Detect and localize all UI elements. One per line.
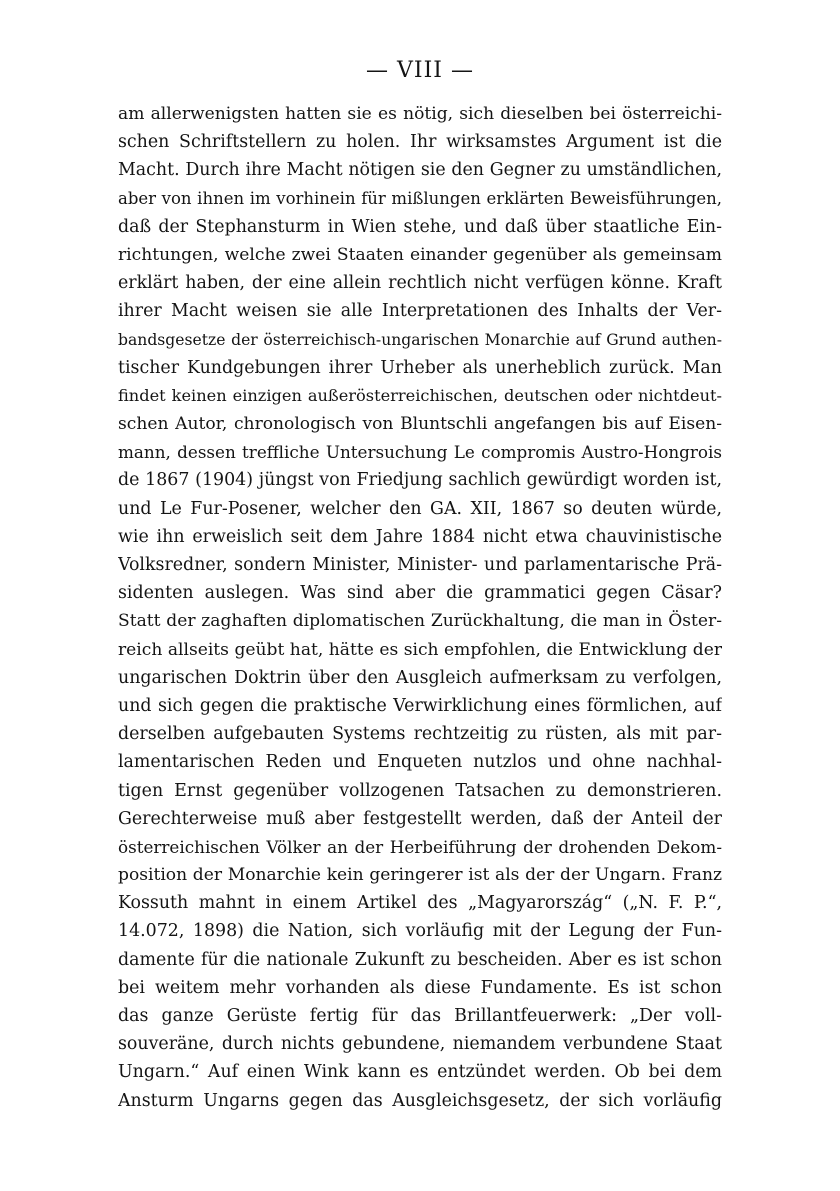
text-line: Ansturm Ungarns gegen das Ausgleichsgesetz, der sich vorläufig: [118, 1090, 722, 1111]
text-line: Gerechterweise muß aber festgestellt werden, daß der Anteil der: [118, 808, 722, 829]
text-line: Statt der zaghaften diplomatischen Zurückhaltung, die man in Öster-: [118, 611, 722, 632]
text-line: schen Autor, chronologisch von Bluntschli angefangen bis auf Eisen-: [118, 414, 722, 435]
text-line: lamentarischen Reden und Enqueten nutzlos und ohne nachhal-: [118, 752, 722, 773]
text-line: findet keinen einzigen außerösterreichischen, deutschen oder nichtdeut-: [118, 385, 722, 405]
text-line: reich allseits geübt hat, hätte es sich empfohlen, die Entwicklung der: [118, 639, 722, 660]
text-line: position der Monarchie kein geringerer ist als der der Ungarn. Franz: [118, 865, 722, 886]
text-line: ihrer Macht weisen sie alle Interpretationen des Inhalts der Ver-: [118, 301, 722, 322]
text-line: und Le Fur-Posener, welcher den GA. XII, 1867 so deuten würde,: [118, 498, 722, 519]
text-line: souveräne, durch nichts gebundene, niemandem verbundene Staat: [118, 1034, 722, 1055]
text-line: Ungarn.“ Auf einen Wink kann es entzündet werden. Ob bei dem: [118, 1062, 722, 1083]
text-line: damente für die nationale Zukunft zu bescheiden. Aber es ist schon: [118, 949, 722, 970]
text-line: bandsgesetze der österreichisch-ungarischen Monarchie auf Grund authen-: [118, 330, 722, 349]
text-line: erklärt haben, der eine allein rechtlich nicht verfügen könne. Kraft: [118, 273, 722, 294]
text-line: das ganze Gerüste fertig für das Brillantfeuerwerk: „Der voll-: [118, 1006, 722, 1026]
body-text: [118, 100, 722, 1115]
text-line: daß der Stephansturm in Wien stehe, und daß über staatliche Ein-: [118, 216, 722, 237]
text-line: richtungen, welche zwei Staaten einander gegenüber als gemeinsam: [118, 244, 722, 265]
text-line: österreichischen Völker an der Herbeiführung der drohenden Dekom-: [118, 836, 722, 857]
text-line: 14.072, 1898) die Nation, sich vorläufig mit der Legung der Fun-: [118, 921, 722, 942]
text-line: tischer Kundgebungen ihrer Urheber als unerheblich zurück. Man: [118, 357, 722, 378]
text-line: schen Schriftstellern zu holen. Ihr wirksamstes Argument ist die: [118, 132, 722, 153]
text-line: de 1867 (1904) jüngst von Friedjung sachlich gewürdigt worden ist,: [118, 470, 722, 491]
text-line: bei weitem mehr vorhanden als diese Fundamente. Es ist schon: [118, 977, 722, 998]
text-line: wie ihn erweislich seit dem Jahre 1884 nicht etwa chauvinistische: [118, 526, 722, 547]
text-line: tigen Ernst gegenüber vollzogenen Tatsachen zu demonstrieren.: [118, 780, 722, 801]
text-line: und sich gegen die praktische Verwirklichung eines förmlichen, auf: [118, 695, 722, 716]
text-line: ungarischen Doktrin über den Ausgleich aufmerksam zu verfolgen,: [118, 667, 722, 688]
page-number: — VIII —: [366, 58, 474, 83]
text-line: aber von ihnen im vorhinein für mißlungen erklärten Beweisführungen,: [118, 188, 722, 208]
text-line: mann, dessen treffliche Untersuchung Le compromis Austro-Hongrois: [118, 442, 722, 463]
text-line: Volksredner, sondern Minister, Minister- und parlamentarische Prä-: [118, 555, 722, 575]
text-line: Kossuth mahnt in einem Artikel des „Magyarország“ („N. F. P.“,: [118, 893, 722, 914]
text-line: derselben aufgebauten Systems rechtzeitig zu rüsten, als mit par-: [118, 724, 722, 745]
text-line: am allerwenigsten hatten sie es nötig, sich dieselben bei österreichi-: [118, 104, 722, 124]
text-line: Macht. Durch ihre Macht nötigen sie den Gegner zu umständlichen,: [118, 160, 722, 181]
text-line: sidenten auslegen. Was sind aber die grammatici gegen Cäsar?: [118, 583, 722, 604]
